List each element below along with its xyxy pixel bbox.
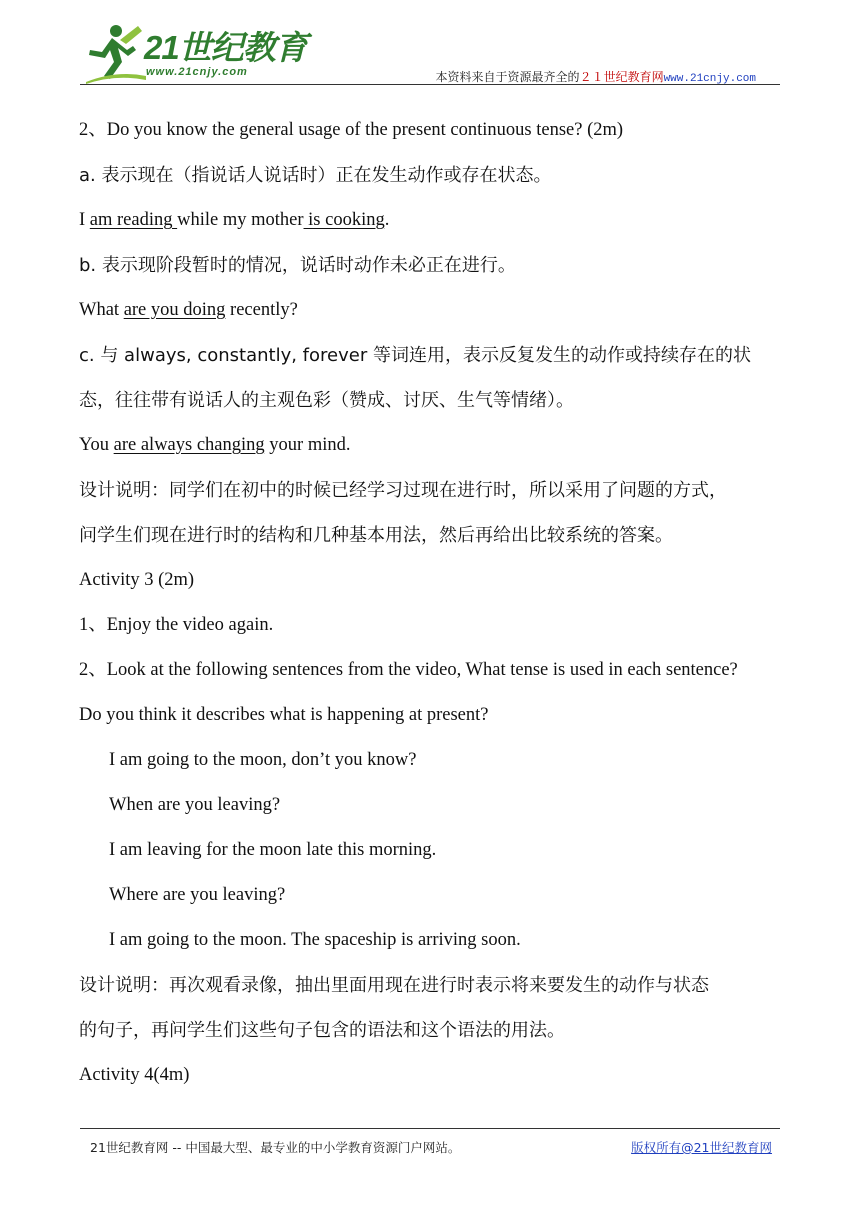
usage-b: b. 表示现阶段暂时的情况，说话时动作未必正在进行。	[79, 255, 516, 276]
text-run: while my mother	[177, 210, 304, 230]
activity-3-step-2-line-2: Do you think it describes what is happening at present?	[79, 705, 489, 725]
header-note-site: ２１世纪教育网	[579, 70, 664, 84]
usage-a: a. 表示现在（指说话人说话时）正在发生动作或存在状态。	[79, 165, 552, 186]
video-sentence-2: When are you leaving?	[109, 795, 281, 815]
underlined-phrase: are you doing	[123, 300, 226, 320]
text-run: I	[79, 210, 90, 230]
design-note-2-line-1: 设计说明：再次观看录像，抽出里面用现在进行时表示将来要发生的动作与状态	[79, 975, 709, 996]
header-note-prefix: 本资料来自于资源最齐全的	[435, 70, 580, 84]
question-2: 2、Do you know the general usage of the present continuous tense? (2m)	[79, 120, 624, 140]
activity-4-heading: Activity 4(4m)	[79, 1065, 190, 1085]
running-figure-icon	[86, 22, 146, 84]
design-note-1-line-1: 设计说明：同学们在初中的时候已经学习过现在进行时，所以采用了问题的方式，	[79, 480, 727, 501]
example-a	[79, 198, 795, 243]
text-run: .	[384, 210, 390, 230]
text-run: You	[79, 435, 114, 455]
text-run: What	[79, 300, 124, 320]
logo-url: www.21cnjy.com	[146, 66, 248, 78]
activity-3-heading: Activity 3 (2m)	[79, 570, 195, 590]
underlined-phrase: am reading	[89, 210, 178, 230]
page-header	[0, 0, 860, 90]
footer-copyright-link[interactable]: 版权所有@21世纪教育网	[631, 1140, 772, 1155]
example-b	[79, 288, 795, 333]
text-run: recently?	[225, 300, 298, 320]
header-note-url[interactable]: www.21cnjy.com	[663, 73, 756, 85]
site-logo[interactable]	[86, 22, 307, 84]
header-divider	[80, 84, 780, 85]
video-sentence-5: I am going to the moon. The spaceship is arriving soon.	[109, 930, 521, 950]
footer-site-description: 21世纪教育网 -- 中国最大型、最专业的中小学教育资源门户网站。	[90, 1140, 461, 1155]
text-run: your mind.	[264, 435, 351, 455]
usage-c-line-2: 态，往往带有说话人的主观色彩（赞成、讨厌、生气等情绪）。	[79, 390, 574, 411]
example-c	[79, 423, 795, 468]
video-sentence-1: I am going to the moon, don’t you know?	[109, 750, 417, 770]
usage-c-line-1: c. 与 always, constantly, forever 等词连用，表示反复发生的动作或持续存在的状	[79, 345, 751, 366]
activity-3-step-2-line-1: 2、Look at the following sentences from the video, What tense is used in each sentence?	[79, 660, 738, 680]
document-body	[79, 108, 795, 1098]
design-note-2-line-2: 的句子，再问学生们这些句子包含的语法和这个语法的用法。	[79, 1020, 565, 1041]
activity-3-step-1: 1、Enjoy the video again.	[79, 615, 274, 635]
video-sentence-4: Where are you leaving?	[109, 885, 286, 905]
footer-divider	[80, 1128, 780, 1129]
video-sentence-3: I am leaving for the moon late this morning.	[109, 840, 437, 860]
design-note-1-line-2: 问学生们现在进行时的结构和几种基本用法，然后再给出比较系统的答案。	[79, 525, 673, 546]
underlined-phrase: is cooking	[303, 210, 385, 230]
header-source-note	[436, 68, 756, 85]
underlined-phrase: are always changing	[113, 435, 265, 455]
logo-wordmark: 21世纪教育	[144, 29, 307, 66]
